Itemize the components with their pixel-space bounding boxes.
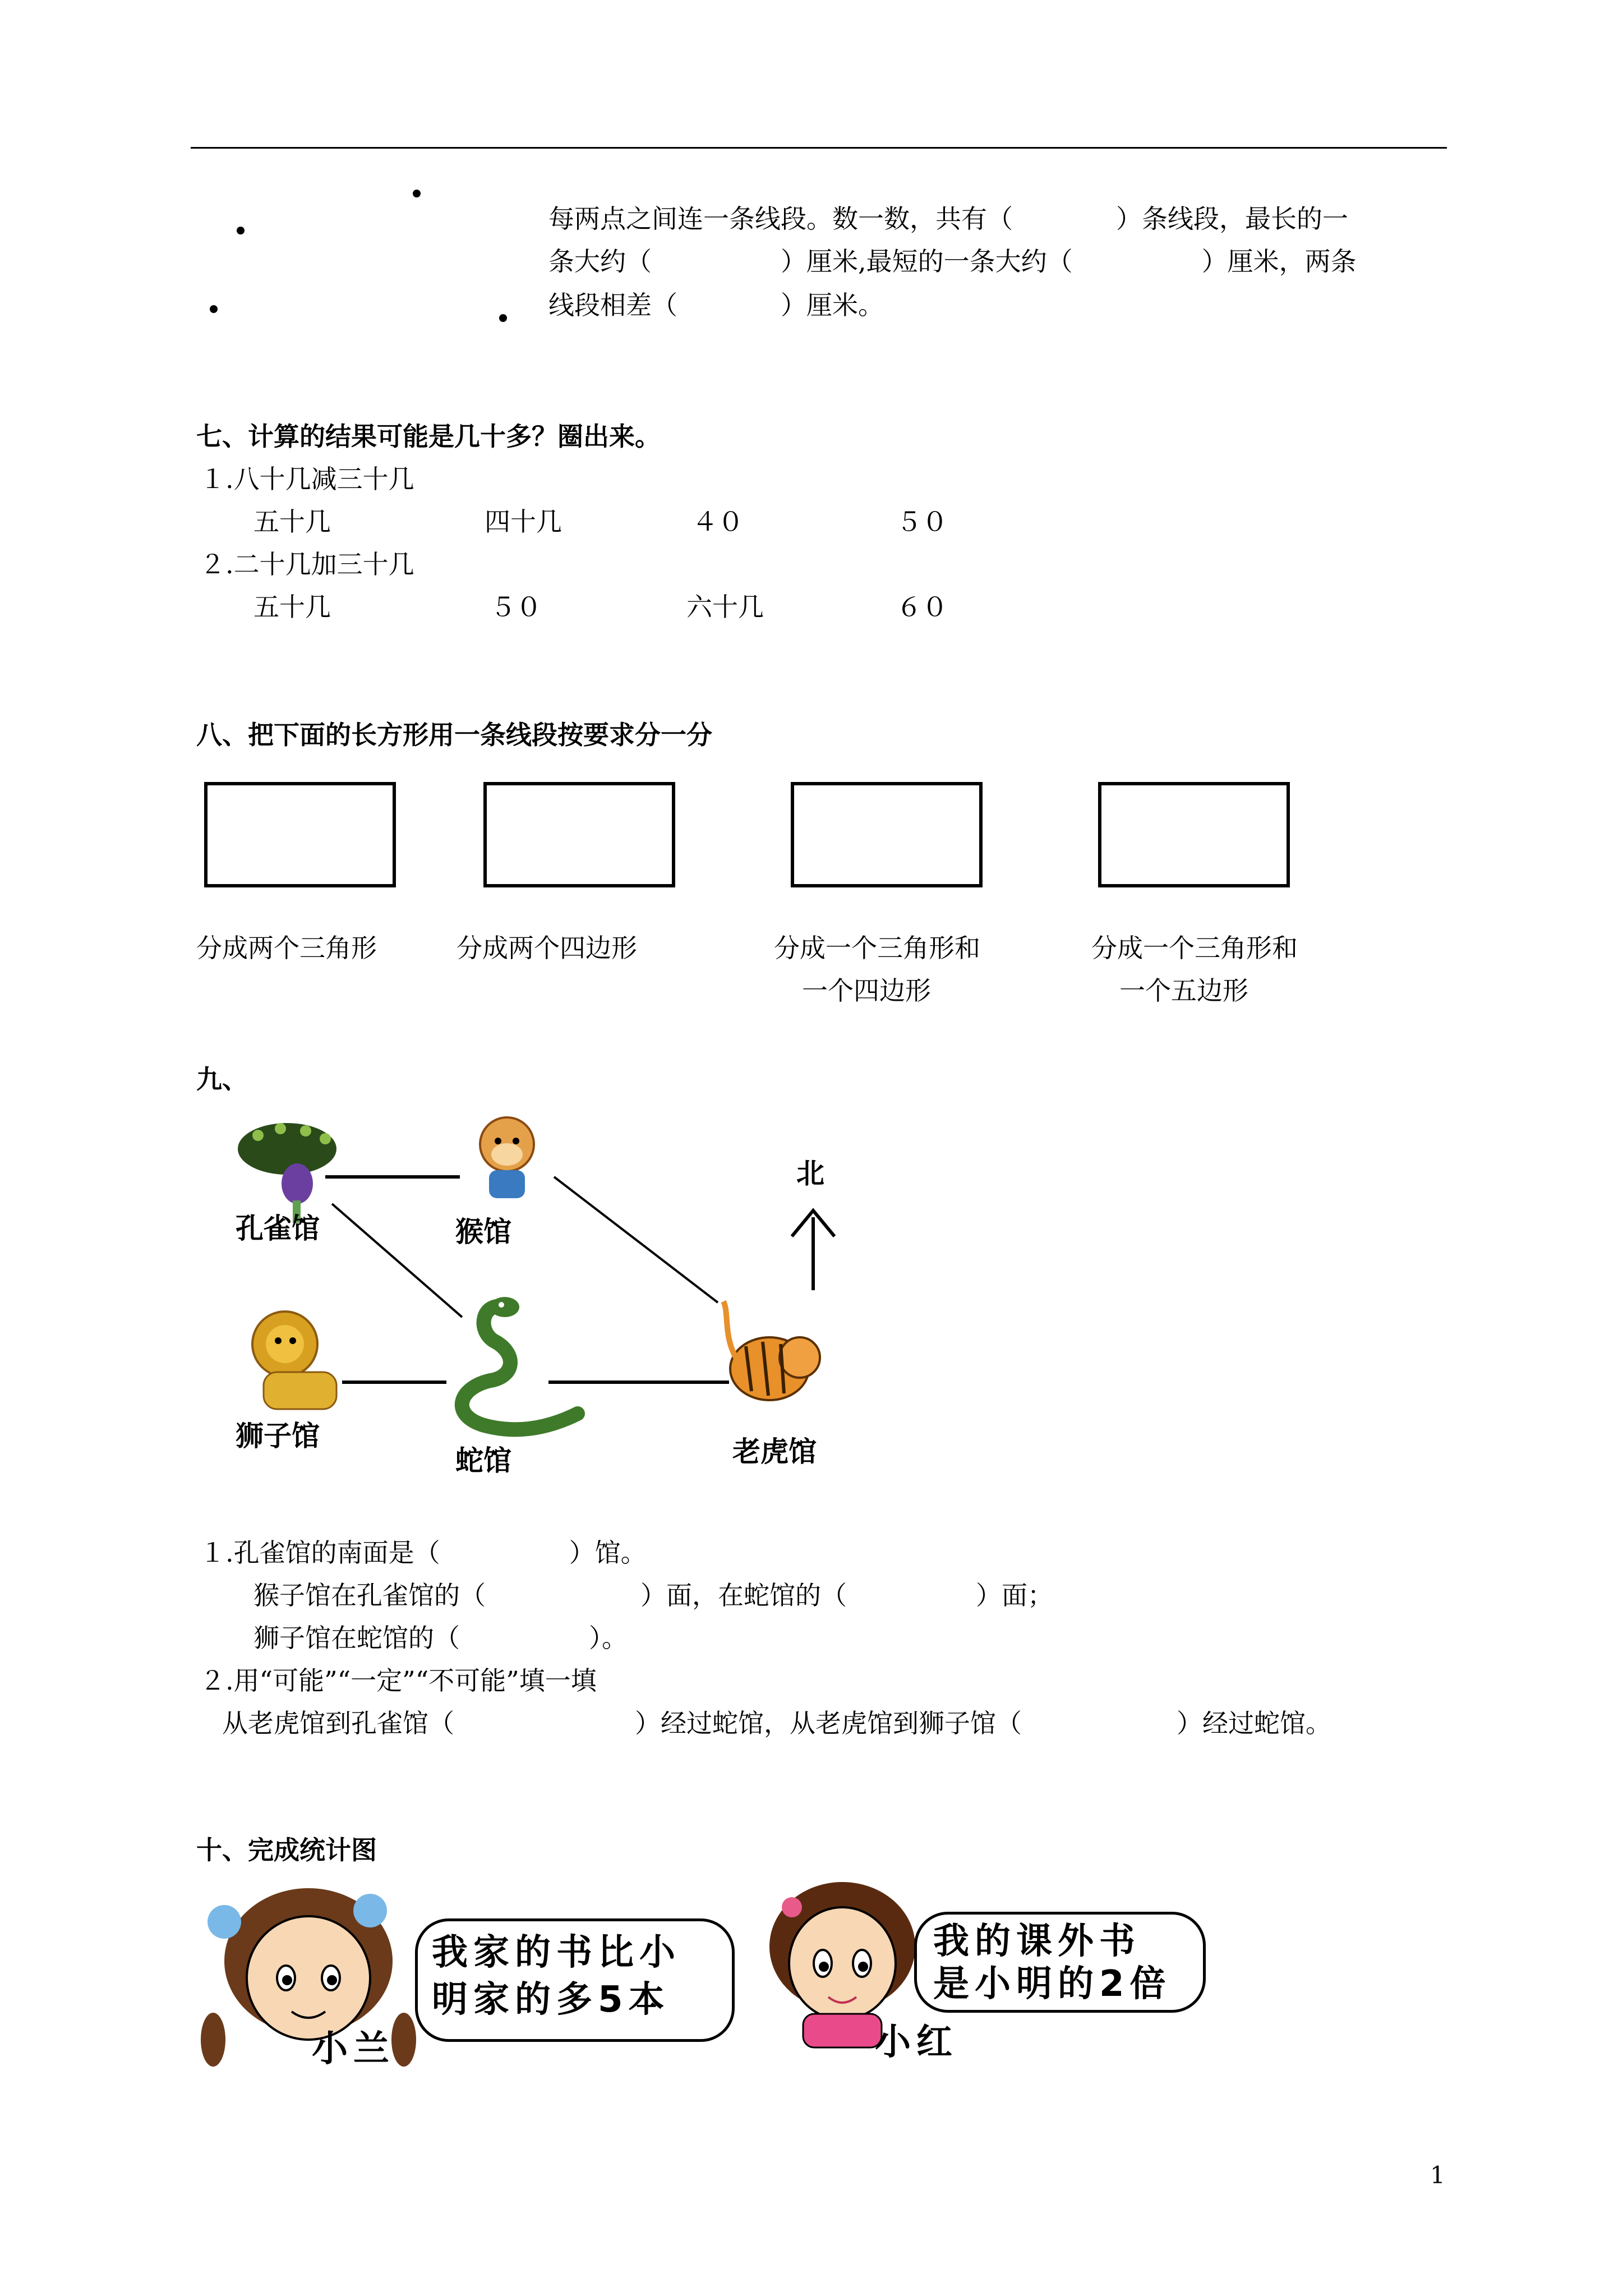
xiaolan-speech-line1: 我家的书比小 (432, 1932, 681, 1973)
section7-q2: ２.二十几加三十几 (200, 549, 414, 579)
q1-option[interactable]: ４０ (692, 507, 744, 537)
q1-option[interactable]: ５０ (896, 507, 948, 537)
xiaolan-speech-line2: 明家的多5本 (432, 1979, 670, 2021)
lion-label: 狮子馆 (236, 1420, 320, 1452)
snake-label: 蛇馆 (455, 1444, 511, 1477)
section9-q1a: １.孔雀馆的南面是（ ）馆。 (200, 1538, 647, 1568)
tiger-icon (723, 1301, 820, 1400)
peacock-label: 孔雀馆 (236, 1212, 320, 1245)
rect-label: 分成两个四边形 (457, 933, 637, 963)
page-number: 1 (1430, 2161, 1445, 2189)
section8-title: 八、把下面的长方形用一条线段按要求分一分 (196, 720, 712, 750)
snake-icon (462, 1297, 578, 1429)
xiaohong-speech-line2: 是小明的2倍 (933, 1963, 1172, 2005)
tiger-label: 老虎馆 (732, 1435, 817, 1468)
section9-q1c: 狮子馆在蛇馆的（ ）。 (253, 1623, 628, 1653)
q2-option[interactable]: ５０ (490, 592, 542, 622)
monkey-label: 猴馆 (455, 1216, 511, 1248)
xiaolan-name: 小兰 (312, 2028, 395, 2070)
section9-q2: ２.用“可能”“一定”“不可能”填一填 (200, 1665, 597, 1696)
rect-label: 分成一个三角形和 (1091, 933, 1298, 963)
xiaohong-speech-line1: 我的课外书 (933, 1921, 1141, 1962)
lion-icon (252, 1312, 336, 1409)
q2-option[interactable]: 五十几 (253, 592, 331, 622)
section9-q1b: 猴子馆在孔雀馆的（ ）面，在蛇馆的（ ）面； (253, 1580, 1053, 1611)
section6-line2: 条大约（ ）厘米,最短的一条大约（ ）厘米，两条 (548, 246, 1357, 277)
q1-option[interactable]: 五十几 (253, 507, 331, 537)
section10-title: 十、完成统计图 (196, 1835, 377, 1865)
section9-title: 九、 (196, 1064, 248, 1094)
section6-line3: 线段相差（ ）厘米。 (548, 290, 884, 320)
rect-label: 一个四边形 (802, 976, 931, 1006)
rect-label: 分成一个三角形和 (774, 933, 980, 963)
q2-option[interactable]: 六十几 (686, 592, 764, 622)
q2-option[interactable]: ６０ (896, 592, 948, 622)
rect-label: 一个五边形 (1119, 976, 1248, 1006)
north-label: 北 (796, 1157, 824, 1190)
rect-label: 分成两个三角形 (196, 933, 377, 963)
monkey-icon (480, 1117, 534, 1198)
section9-q2a: 从老虎馆到孔雀馆（ ）经过蛇馆，从老虎馆到狮子馆（ ）经过蛇馆。 (222, 1708, 1331, 1738)
section7-q1: １.八十几减三十几 (200, 464, 414, 494)
section6-line1: 每两点之间连一条线段。数一数，共有（ ）条线段，最长的一 (548, 204, 1348, 234)
section7-title: 七、计算的结果可能是几十多？圈出来。 (196, 421, 661, 452)
q1-option[interactable]: 四十几 (485, 507, 562, 537)
xiaohong-name: 小红 (875, 2022, 958, 2063)
